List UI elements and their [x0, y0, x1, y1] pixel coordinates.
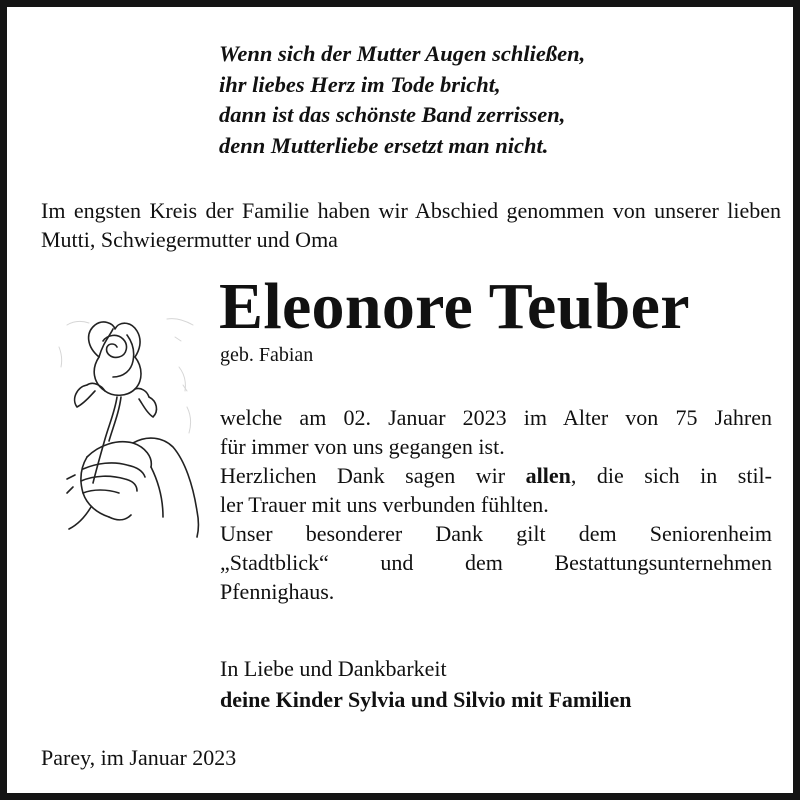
poem-line: ihr liebes Herz im Tode bricht,	[219, 71, 501, 97]
signers: deine Kinder Sylvia und Silvio mit Familien	[220, 687, 632, 712]
body-text-segment: Herzlichen Dank sagen wir	[220, 463, 526, 488]
poem-line: dann ist das schönste Band zerrissen,	[219, 102, 566, 127]
emphasis-allen: allen	[525, 463, 571, 488]
memorial-poem	[219, 39, 739, 161]
birth-name: geb. Fabian	[220, 344, 314, 366]
body-line: „Stadtblick“ und dem Bestattungsunternehmen	[220, 550, 772, 575]
deceased-name: Eleonore Teuber	[219, 270, 690, 343]
body-text-segment: , die sich in stil-	[570, 463, 772, 488]
rose-in-hand-icon	[47, 307, 207, 547]
body-line: für immer von uns gegangen ist.	[220, 434, 505, 459]
body-line	[220, 461, 772, 490]
place-date: Parey, im Januar 2023	[41, 745, 237, 770]
body-text	[220, 403, 772, 606]
poem-line: Wenn sich der Mutter Augen schließen,	[219, 41, 586, 66]
body-line: ler Trauer mit uns verbunden fühlten.	[220, 492, 549, 517]
poem-line: denn Mutterliebe ersetzt man nicht.	[219, 132, 549, 158]
closing-phrase: In Liebe und Dankbarkeit	[220, 656, 447, 681]
body-line: Unser besonderer Dank gilt dem Seniorenheim	[220, 521, 772, 546]
body-line: welche am 02. Januar 2023 im Alter von 75 Jahren	[220, 405, 772, 430]
intro-text: Im engsten Kreis der Familie haben wir Abschied genommen von unserer lieben Mutti, Schwiegermutter und Oma	[41, 198, 781, 252]
closing-block	[220, 653, 780, 715]
body-line: Pfennighaus.	[220, 579, 335, 604]
